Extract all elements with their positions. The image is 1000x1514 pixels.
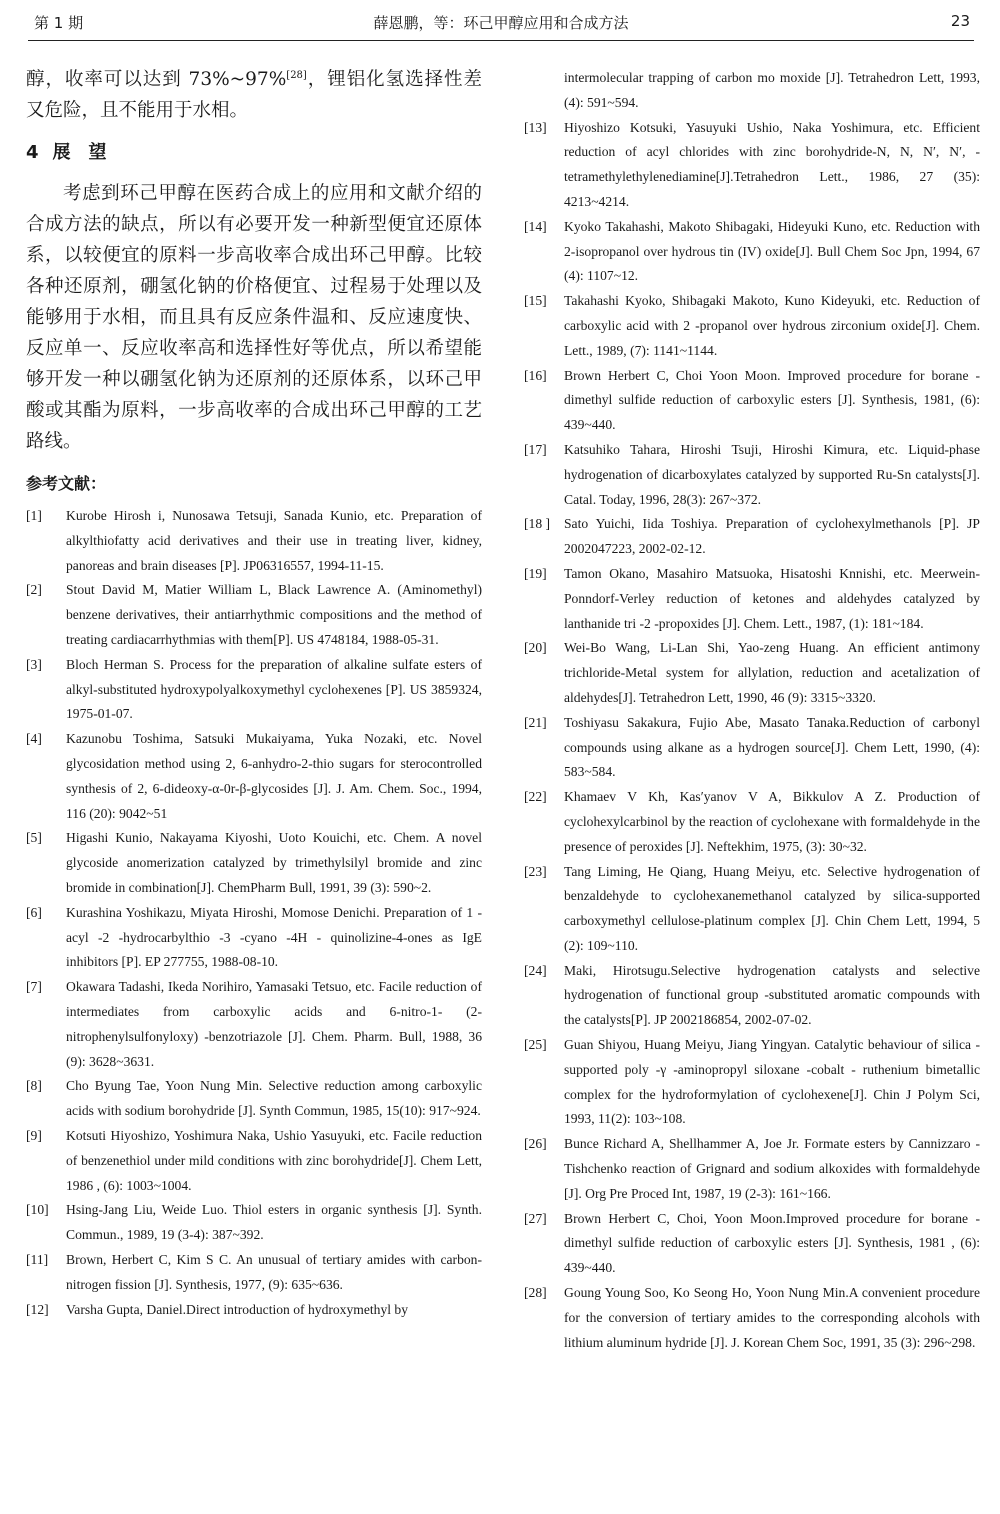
reference-item <box>26 1074 482 1124</box>
reference-number: [8] <box>26 1078 42 1094</box>
reference-number: [14] <box>524 218 547 234</box>
reference-number: [21] <box>524 714 547 730</box>
reference-number: [13] <box>524 119 547 135</box>
reference-text: Katsuhiko Tahara, Hiroshi Tsuji, Hiroshi Kimura, etc. Liquid-phase hydrogenation of dicarboxylates catalyzed by supported Ru-Sn catalysts[J]. Catal. Today, 1996, 28(3): 267~372. <box>564 441 980 507</box>
reference-item <box>524 785 980 859</box>
reference-text: Kurashina Yoshikazu, Miyata Hiroshi, Momose Denichi. Preparation of 1 -acyl -2 -hydrocarbylthio -3 -cyano -4H - quinolizine-4-ones as IgE inhibitors [P]. EP 277755, 1988-08-10. <box>66 904 482 970</box>
reference-text: Kotsuti Hiyoshizo, Yoshimura Naka, Ushio Yasuyuki, etc. Facile reduction of benzenethiol under mild conditions with zinc borohydride[J]. Chem Lett, 1986 , (6): 1003~1004. <box>66 1127 482 1193</box>
reference-number: [5] <box>26 830 42 846</box>
continued-paragraph: 醇，收率可以达到 73%~97%[28]，锂铝化氢选择性差又危险，且不能用于水相。 <box>26 69 482 121</box>
reference-number: [6] <box>26 904 42 920</box>
reference-text: Kyoko Takahashi, Makoto Shibagaki, Hideyuki Kuno, etc. Reduction with 2-isopropanol over hydrous tin (IV) oxide[J]. Bull Chem Soc Jpn, 1994, 67 (4): 1107~12. <box>564 218 980 284</box>
reference-text: Kazunobu Toshima, Satsuki Mukaiyama, Yuka Nozaki, etc. Novel glycosidation method using 2, 6-anhydro-2-thio sugars for sterocontrolled synthesis of 2, 6-dideoxy-α-0r-β-glycosides [J]. J. Am. Chem. Soc., 1994, 116 (20): 9042~51 <box>66 731 482 821</box>
reference-number: [9] <box>26 1127 42 1143</box>
reference-number: [1] <box>26 508 42 523</box>
reference-continuation: intermolecular trapping of carbon mo moxide [J]. Tetrahedron Lett, 1993, (4): 591~594. <box>564 70 980 110</box>
outlook-paragraph: 考虑到环己甲醇在医药合成上的应用和文献介绍的合成方法的缺点，所以有必要开发一种新型便宜还原体系，以较便宜的原料一步高收率合成出环己甲醇。比较各种还原剂，硼氢化钠的价格便宜、过程易于处理以及能够用于水相，而且具有反应条件温和、反应速度快、反应单一、反应收率高和选择性好等优点，所以希望能够开发一种以硼氢化钠为还原剂的还原体系，以环己甲酸或其酯为原料，一步高收率的合成出环己甲醇的工艺路线。 <box>26 183 482 452</box>
reference-number: [24] <box>524 962 547 978</box>
reference-item <box>524 959 980 1033</box>
reference-item <box>524 711 980 785</box>
reference-text: Cho Byung Tae, Yoon Nung Min. Selective reduction among carboxylic acids with sodium borohydride [J]. Synth Commun, 1985, 15(10): 917~924. <box>66 1078 482 1119</box>
reference-text: Khamaev V Kh, Kas′yanov V A, Bikkulov A Z. Production of cyclohexylcarbinol by the reaction of cyclohexane with formaldehyde in the presence of peroxides [J]. Neftekhim, 1975, (3): 30~32. <box>564 789 980 854</box>
reference-text: Takahashi Kyoko, Shibagaki Makoto, Kuno Kideyuki, etc. Reduction of carboxylic acid with 2 -propanol over hydrous zirconium oxide[J]. Chem. Lett., 1989, (7): 1141~1144. <box>564 293 980 358</box>
reference-text: Tang Liming, He Qiang, Huang Meiyu, etc. Selective hydrogenation of benzaldehyde to cyclohexanemethanol catalyzed by silica-supported carboxymethyl cellulose-platinum complex [J]. Chin Chem Lett, 1994, 5 (2): 109~110. <box>564 863 980 953</box>
reference-number: [7] <box>26 979 42 995</box>
reference-text: Bloch Herman S. Process for the preparation of alkaline sulfate esters of alkyl-substituted hydroxypolyalkoxymethyl cyclohexenes [P]. US 3859324, 1975-01-07. <box>66 656 482 722</box>
reference-item <box>524 438 980 512</box>
reference-item <box>26 1298 482 1323</box>
reference-text: Brown, Herbert C, Kim S C. An unusual of tertiary amides with carbon-nitrogen fission [J]. Synthesis, 1977, (9): 635~636. <box>66 1251 482 1292</box>
reference-text: Sato Yuichi, Iida Toshiya. Preparation of cyclohexylmethanols [P]. JP 2002047223, 2002-02-12. <box>564 516 980 557</box>
reference-text: Hiyoshizo Kotsuki, Yasuyuki Ushio, Naka Yoshimura, etc. Efficient reduction of acyl chlorides with zinc borohydride-N, N, N′, N′, -tetramethylethylenediamine[J].Tetrahedron Lett., 1986, 27 (35): 4213~4214. <box>564 119 980 209</box>
reference-text: Kurobe Hirosh i, Nunosawa Tetsuji, Sanada Kunio, etc. Preparation of alkylthiofatty acid derivatives and their use in treating liver, kidney, panoreas and brain diseases [P]. JP06316557, 1994-11-15. <box>66 508 482 573</box>
reference-item <box>524 1207 980 1281</box>
reference-text: Varsha Gupta, Daniel.Direct introduction of hydroxymethyl by <box>66 1301 409 1317</box>
reference-item <box>524 1132 980 1206</box>
references-list-left <box>26 504 482 1322</box>
reference-number: [17] <box>524 441 547 457</box>
reference-number: [19] <box>524 565 547 581</box>
page-header <box>28 0 974 41</box>
reference-text: Okawara Tadashi, Ikeda Norihiro, Yamasaki Tetsuo, etc. Facile reduction of intermediates from carboxylic acids and 6-nitro-1- (2-nitrophenylsulfonyloxy) -benzotriazole [J]. Chem. Pharm. Bull, 1988, 36 (9): 3628~3631. <box>66 979 482 1069</box>
reference-item <box>26 826 482 900</box>
reference-item <box>524 562 980 636</box>
reference-item <box>524 1033 980 1132</box>
reference-item <box>26 727 482 826</box>
section-heading <box>26 138 482 164</box>
reference-number: [28] <box>524 1285 547 1301</box>
reference-item <box>26 653 482 727</box>
reference-item <box>524 512 980 562</box>
reference-number: [15] <box>524 293 547 309</box>
reference-number: [11] <box>26 1251 49 1267</box>
reference-text: Higashi Kunio, Nakayama Kiyoshi, Uoto Kouichi, etc. Chem. A novel glycoside anomerization catalyzed by trimethylsilyl bromide and zinc bromide in combination[J]. ChemPharm Bull, 1991, 39 (3): 590~2. <box>66 830 482 895</box>
reference-item <box>26 1124 482 1198</box>
reference-item <box>26 975 482 1074</box>
page-number: 23 <box>950 12 970 30</box>
right-column <box>524 66 980 1355</box>
reference-number: [26] <box>524 1136 547 1152</box>
reference-text: Wei-Bo Wang, Li-Lan Shi, Yao-zeng Huang. An efficient antimony trichloride-Metal system for allylation, reduction and acetalization of aldehydes[J]. Tetrahedron Lett, 1990, 46 (9): 3315~3320. <box>564 640 980 705</box>
reference-text: Brown Herbert C, Choi, Yoon Moon.Improved procedure for borane -dimethyl sulfide reduction of carboxylic esters [J]. Synthesis, 1981 , (6): 439~440. <box>564 1210 980 1276</box>
reference-text: Brown Herbert C, Choi Yoon Moon. Improved procedure for borane -dimethyl sulfide reduction of carboxylic esters [J]. Synthesis, 1981, (6): 439~440. <box>564 367 980 433</box>
reference-number: [16] <box>524 367 547 383</box>
reference-item <box>26 578 482 652</box>
reference-number: [10] <box>26 1202 49 1218</box>
reference-item <box>26 1198 482 1248</box>
reference-number: [22] <box>524 789 547 805</box>
reference-number: [12] <box>26 1301 49 1317</box>
reference-item <box>26 1248 482 1298</box>
reference-text: Bunce Richard A, Shellhammer A, Joe Jr. Formate esters by Cannizzaro -Tishchenko reaction of Grignard and sodium alkoxides with formaldehyde [J]. Org Pre Proced Int, 1987, 19 (2-3): 161~166. <box>564 1136 980 1201</box>
reference-item <box>26 901 482 975</box>
left-column <box>26 64 482 1322</box>
references-list-right <box>524 116 980 1356</box>
reference-item <box>524 215 980 289</box>
reference-item <box>26 504 482 578</box>
references-heading: 参考文献： <box>26 474 107 493</box>
reference-number: [18 ] <box>524 516 551 532</box>
reference-text: Maki, Hirotsugu.Selective hydrogenation catalysts and selective hydrogenation of functional group -substituted aromatic compounds with the catalysts[P]. JP 2002186854, 2002-07-02. <box>564 962 980 1028</box>
reference-text: Hsing-Jang Liu, Weide Luo. Thiol esters in organic synthesis [J]. Synth. Commun., 1989, 19 (3-4): 387~392. <box>66 1202 482 1243</box>
reference-item <box>524 636 980 710</box>
reference-number: [2] <box>26 582 42 598</box>
reference-text: Tamon Okano, Masahiro Matsuoka, Hisatoshi Knnishi, etc. Meerwein-Ponndorf-Verley reduction of ketones and aldehydes catalyzed by lanthanide tri -2 -propoxides [J]. Chem. Lett., 1987, (1): 181~184. <box>564 565 980 631</box>
reference-number: [3] <box>26 656 42 672</box>
reference-text: Goung Young Soo, Ko Seong Ho, Yoon Nung Min.A convenient procedure for the conversion of tertiary amides to the corresponding alcohols with lithium aluminum hydride [J]. J. Korean Chem Soc, 1991, 35 (3): 296~298. <box>564 1285 980 1350</box>
reference-number: [27] <box>524 1210 547 1226</box>
reference-number: [25] <box>524 1037 547 1053</box>
reference-item <box>524 289 980 363</box>
reference-text: Guan Shiyou, Huang Meiyu, Jiang Yingyan. Catalytic behaviour of silica -supported poly -γ -aminopropyl siloxane -cobalt - ruthenium bimetallic complex for the hydroformylation of cyclohexene[J]. Chin J Polym Sci, 1993, 11(2): 103~108. <box>564 1037 980 1127</box>
reference-item <box>524 116 980 215</box>
reference-item <box>524 860 980 959</box>
reference-text: Toshiyasu Sakakura, Fujio Abe, Masato Tanaka.Reduction of carbonyl compounds using alkane as a hydrogen source[J]. Chem Lett, 1990, (4): 583~584. <box>564 714 980 780</box>
issue-label: 第 1 期 <box>34 14 84 32</box>
reference-item <box>524 364 980 438</box>
reference-number: [23] <box>524 863 547 879</box>
running-title: 薛恩鹏，等：环己甲醇应用和合成方法 <box>373 14 629 32</box>
reference-number: [4] <box>26 731 42 747</box>
reference-item <box>524 1281 980 1355</box>
section-title: 展 望 <box>52 142 107 163</box>
reference-text: Stout David M, Matier William L, Black Lawrence A. (Aminomethyl) benzene derivatives, their antiarrhythmic compositions and the method of treating cardiacarrhythmias with them[P]. US 4748184, 1988-05-31. <box>66 582 482 647</box>
reference-number: [20] <box>524 640 547 656</box>
section-number: 4 <box>26 142 39 163</box>
citation: [28] <box>286 69 307 81</box>
